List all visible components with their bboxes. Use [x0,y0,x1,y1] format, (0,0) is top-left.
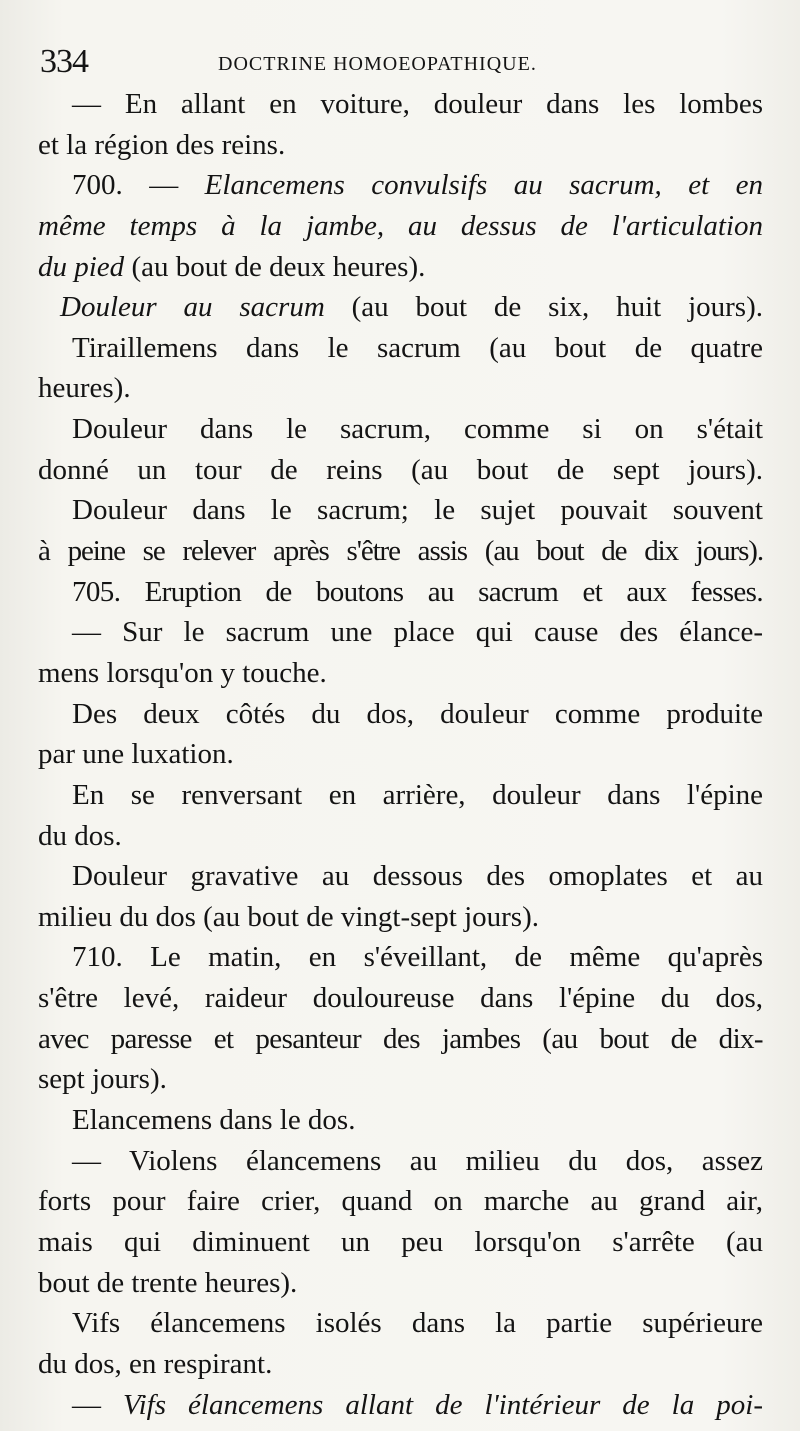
text-line [38,247,763,288]
text-run: En se renversant en arrière, douleur dans l'épine [72,778,763,811]
text-run: heures). [38,372,131,405]
text-run: Douleur dans le sacrum, comme si on s'était [72,413,763,446]
text-line [38,409,763,450]
italic-text-run: même temps à la jambe, au dessus de l'articulation [38,209,763,242]
body-text [38,84,763,1425]
text-line [38,694,763,735]
text-line [38,1385,763,1426]
text-run: — En allant en voiture, douleur dans les lombes [72,88,763,120]
text-line [38,450,763,491]
text-line [38,1344,763,1385]
italic-text-run: Elancemens convulsifs au sacrum, et en [204,169,763,202]
text-run: du dos. [38,819,122,852]
text-line [38,816,763,857]
text-run: mens lorsqu'on y touche. [38,656,327,689]
page-number: 334 [40,43,88,80]
text-run: 700. — [72,169,205,202]
italic-text-run: Vifs élancemens allant de l'intérieur de la poi- [123,1388,763,1421]
text-line [38,328,763,369]
text-line [38,1019,763,1060]
text-run: (au bout de six, huit jours). [351,291,763,324]
text-line [38,165,763,206]
text-line [38,775,763,816]
text-run: 705. Eruption de boutons au sacrum et aux fesses. [72,575,763,608]
text-run: 710. Le matin, en s'éveillant, de même qu'après [72,941,763,974]
text-run: — Sur le sacrum une place qui cause des élance- [72,616,763,649]
page-header [40,42,760,82]
text-run: s'être levé, raideur douloureuse dans l'épine du dos, [38,982,763,1015]
text-line [38,368,763,409]
text-run: forts pour faire crier, quand on marche au grand air, [38,1185,763,1218]
text-line [38,1059,763,1100]
text-run: — Violens élancemens au milieu du dos, assez [72,1144,763,1177]
text-line [38,856,763,897]
text-line [38,1181,763,1222]
text-run: (au bout de deux heures). [131,250,426,283]
text-line [38,531,763,572]
text-run: Douleur dans le sacrum; le sujet pouvait souvent [72,494,763,527]
text-line [38,734,763,775]
text-run: sept jours). [38,1063,167,1096]
text-run: Elancemens dans le dos. [72,1104,356,1137]
text-run: par une luxation. [38,738,234,771]
text-run: et la région des reins. [38,128,286,161]
text-line [38,937,763,978]
italic-text-run: Douleur au sacrum [60,291,352,324]
text-line [38,1222,763,1263]
text-line [38,572,763,613]
text-run: Vifs élancemens isolés dans la partie supérieure [72,1307,763,1340]
text-run: bout de trente heures). [38,1266,298,1299]
text-run: Douleur gravative au dessous des omoplates et au [72,860,763,893]
text-line [38,1263,763,1304]
text-run: avec paresse et pesanteur des jambes (au bout de dix- [38,1022,763,1055]
text-run: Des deux côtés du dos, douleur comme produite [72,697,763,730]
text-line [38,490,763,531]
text-line [38,84,763,125]
text-run: Tiraillemens dans le sacrum (au bout de quatre [72,331,763,364]
text-line [38,978,763,1019]
text-line [38,125,763,166]
text-run: donné un tour de reins (au bout de sept jours). [38,453,763,486]
text-line [38,1100,763,1141]
text-line [38,653,763,694]
text-line [38,287,763,328]
text-line [38,1141,763,1182]
running-title: DOCTRINE HOMOEOPATHIQUE. [218,53,537,75]
italic-text-run: du pied [38,250,132,283]
text-line [38,1303,763,1344]
text-run: à peine se relever après s'être assis (au bout de dix jours). [38,535,763,568]
text-line [38,206,763,247]
text-run: du dos, en respirant. [38,1347,273,1380]
text-line [38,612,763,653]
text-run: milieu du dos (au bout de vingt-sept jours). [38,900,539,933]
text-run: mais qui diminuent un peu lorsqu'on s'arrête (au [38,1225,763,1258]
text-run: — [72,1388,124,1421]
text-line [38,897,763,938]
